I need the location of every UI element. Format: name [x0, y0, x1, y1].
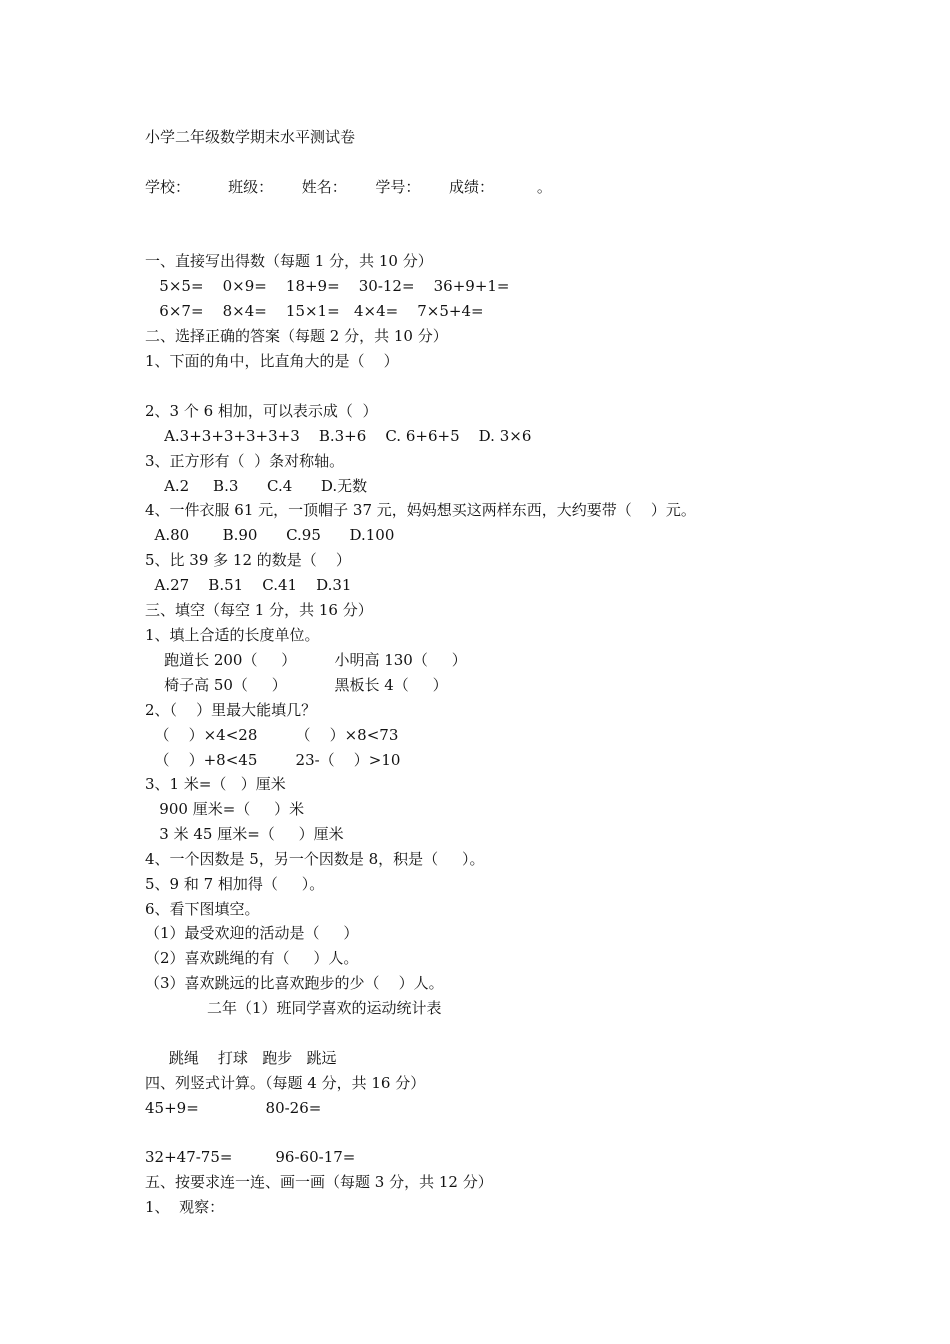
question-line: 6、看下图填空。 — [145, 900, 260, 918]
question-line: 2、3 个 6 相加，可以表示成（ ） — [145, 402, 378, 420]
question-line: 4、一个因数是 5，另一个因数是 8，积是（ ）。 — [145, 850, 485, 868]
text-line: 6×7= 8×4= 15×1= 4×4= 7×5+4= — [145, 302, 484, 320]
options-line: A.27 B.51 C.41 D.31 — [145, 576, 352, 594]
page-title: 小学二年级数学期末水平测试卷 — [145, 128, 356, 146]
question-line: 5、比 39 多 12 的数是（ ） — [145, 551, 351, 569]
text-line: （1）最受欢迎的活动是（ ） — [145, 924, 359, 942]
text-line: 3 米 45 厘米=（ ）厘米 — [145, 825, 344, 843]
question-line: 1、下面的角中，比直角大的是（ ） — [145, 352, 399, 370]
options-line: A.80 B.90 C.95 D.100 — [145, 526, 395, 544]
table-caption: 二年（1）班同学喜欢的运动统计表 — [145, 999, 442, 1017]
question-line: 5、9 和 7 相加得（ ）。 — [145, 875, 325, 893]
text-line: （ ）+8<45 23-（ ）>10 — [145, 751, 401, 769]
section-2-heading: 二、选择正确的答案（每题 2 分，共 10 分） — [145, 327, 448, 345]
student-info-line: 学校： 班级： 姓名： 学号： 成绩： 。 — [145, 178, 552, 196]
text-line: （2）喜欢跳绳的有（ ）人。 — [145, 949, 359, 967]
section-3-heading: 三、填空（每空 1 分，共 16 分） — [145, 601, 373, 619]
text-line: 32+47-75= 96-60-17= — [145, 1148, 356, 1166]
question-line: 3、正方形有（ ）条对称轴。 — [145, 452, 345, 470]
text-line: 跑道长 200（ ） 小明高 130（ ） — [145, 651, 467, 669]
text-line: 椅子高 50（ ） 黑板长 4（ ） — [145, 676, 448, 694]
question-line: 4、一件衣服 61 元，一顶帽子 37 元，妈妈想买这两样东西，大约要带（ ）元。 — [145, 501, 696, 519]
question-line: 2、（ ）里最大能填几？ — [145, 701, 317, 719]
text-line: 5×5= 0×9= 18+9= 30-12= 36+9+1= — [145, 277, 510, 295]
options-line: A.2 B.3 C.4 D.无数 — [145, 477, 368, 495]
text-line: 45+9= 80-26= — [145, 1099, 322, 1117]
question-line: 1、 观察： — [145, 1198, 225, 1216]
text-line: （ ）×4<28 （ ）×8<73 — [145, 726, 399, 744]
section-1-heading: 一、直接写出得数（每题 1 分，共 10 分） — [145, 252, 433, 270]
options-line: A.3+3+3+3+3+3 B.3+6 C. 6+6+5 D. 3×6 — [145, 427, 532, 445]
text-line: 900 厘米=（ ）米 — [145, 800, 305, 818]
text-line: （3）喜欢跳远的比喜欢跑步的少（ ）人。 — [145, 974, 444, 992]
question-line: 3、1 米=（ ）厘米 — [145, 775, 286, 793]
section-4-heading: 四、列竖式计算。（每题 4 分，共 16 分） — [145, 1074, 426, 1092]
category-labels: 跳绳 打球 跑步 跳远 — [145, 1049, 337, 1067]
question-line: 1、填上合适的长度单位。 — [145, 626, 320, 644]
section-5-heading: 五、按要求连一连、画一画（每题 3 分，共 12 分） — [145, 1173, 493, 1191]
